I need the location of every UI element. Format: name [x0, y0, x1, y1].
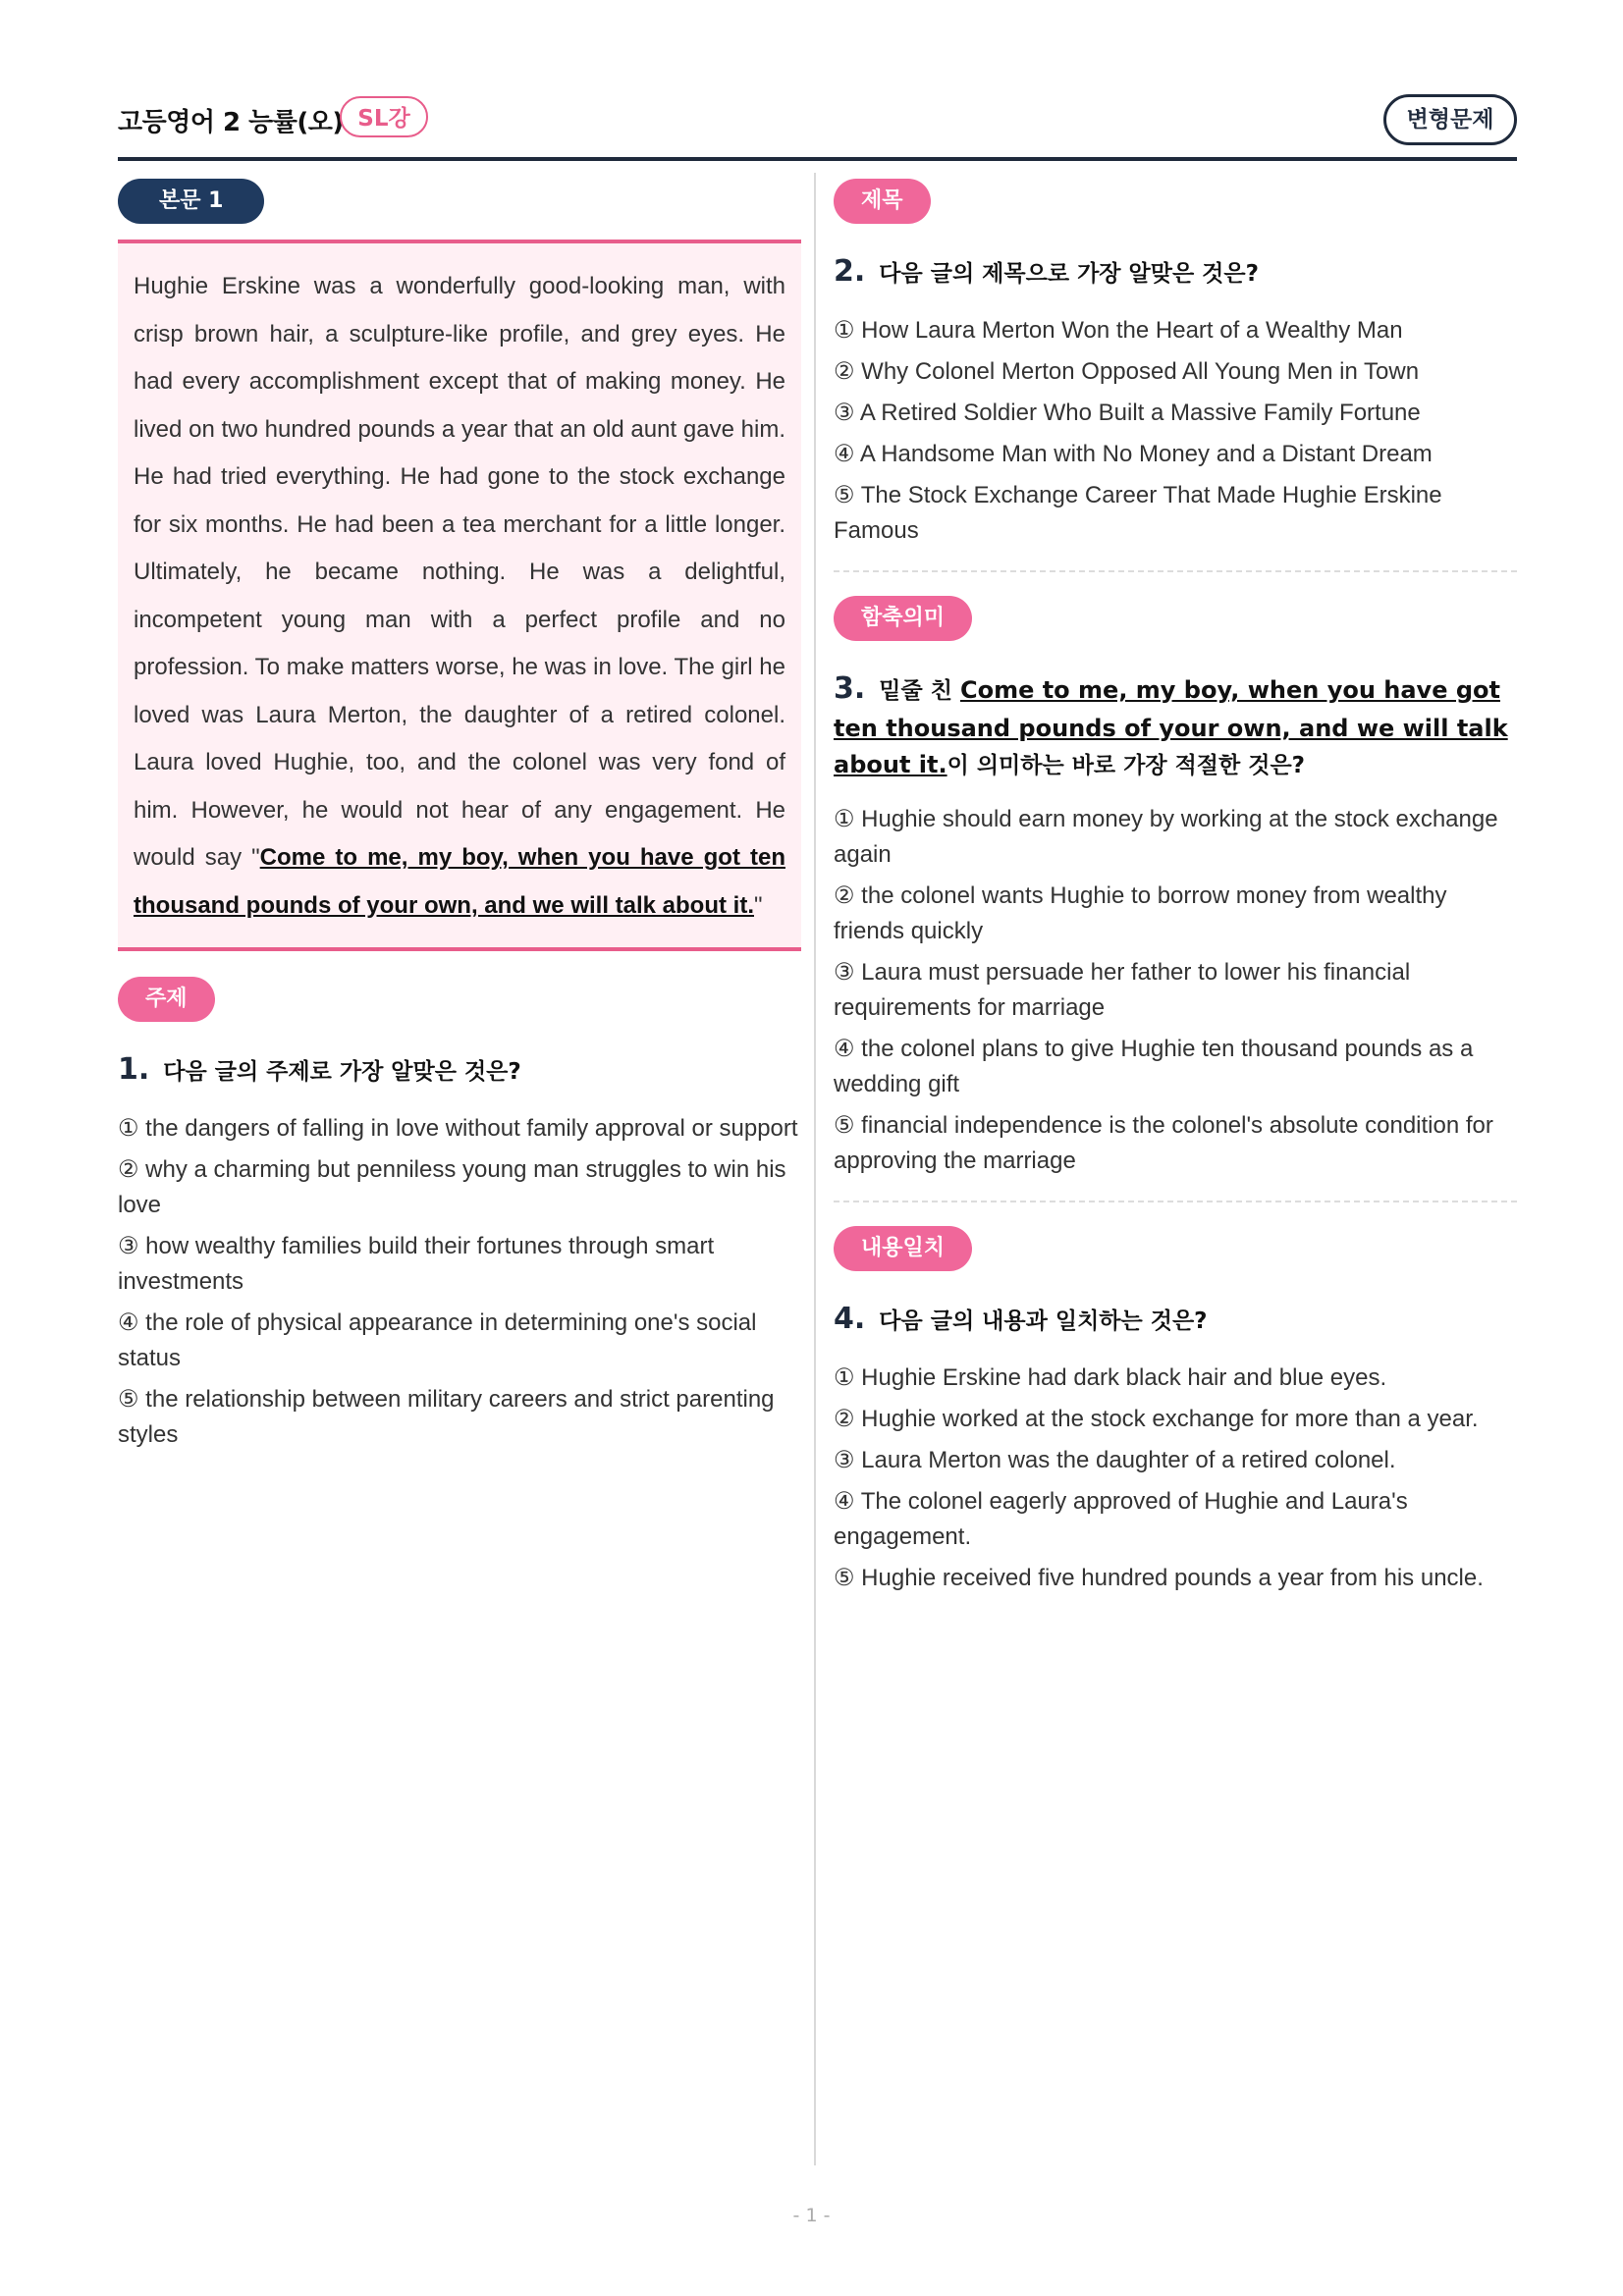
q1-tag: 주제 — [118, 977, 215, 1022]
lesson-badge: SL강 — [340, 96, 428, 137]
q1-option-5[interactable]: ⑤ the relationship between military careers and strict parenting styles — [118, 1386, 775, 1448]
q2-options — [834, 313, 1517, 549]
page-header — [118, 94, 1517, 161]
q2-tag: 제목 — [834, 179, 931, 224]
q2-number: 2. — [834, 254, 866, 289]
q1-option-1[interactable]: ① the dangers of falling in love without family approval or support — [118, 1115, 798, 1142]
q1-title — [118, 1047, 801, 1092]
q3-option-2[interactable]: ② the colonel wants Hughie to borrow money from wealthy friends quickly — [834, 882, 1447, 944]
left-column — [118, 179, 801, 1459]
q1-option-3[interactable]: ③ how wealthy families build their fortunes through smart investments — [118, 1233, 715, 1295]
q3-tag: 함축의미 — [834, 596, 972, 641]
page-number: - 1 - — [792, 2205, 831, 2226]
q1-option-2[interactable]: ② why a charming but penniless young man struggles to win his love — [118, 1156, 786, 1218]
right-column — [834, 179, 1517, 1602]
q4-number: 4. — [834, 1302, 866, 1336]
q3-prompt-pre: 밑줄 친 — [879, 678, 960, 704]
passage-text-end: " — [754, 891, 763, 919]
q2-option-1[interactable]: ① How Laura Merton Won the Heart of a Wealthy Man — [834, 317, 1403, 344]
q4-option-2[interactable]: ② Hughie worked at the stock exchange for more than a year. — [834, 1406, 1479, 1432]
q2-option-3[interactable]: ③ A Retired Soldier Who Built a Massive Family Fortune — [834, 400, 1421, 426]
q3-title — [834, 667, 1517, 782]
q4-option-1[interactable]: ① Hughie Erskine had dark black hair and blue eyes. — [834, 1364, 1387, 1391]
q3-option-5[interactable]: ⑤ financial independence is the colonel's absolute condition for approving the marriage — [834, 1112, 1493, 1174]
q1-prompt: 다음 글의 주제로 가장 알맞은 것은? — [163, 1059, 521, 1085]
passage-highlight: Come to me, my boy, when you have got ten thousand pounds of your own, and we will talk about it. — [134, 844, 785, 919]
q3-option-1[interactable]: ① Hughie should earn money by working at the stock exchange again — [834, 806, 1498, 868]
section-separator — [834, 1201, 1517, 1202]
section-separator — [834, 570, 1517, 572]
q2-prompt: 다음 글의 제목으로 가장 알맞은 것은? — [879, 261, 1259, 287]
q1-number: 1. — [118, 1052, 150, 1087]
q1-options — [118, 1111, 801, 1453]
q2-title — [834, 249, 1517, 294]
q3-options — [834, 802, 1517, 1179]
q4-option-5[interactable]: ⑤ Hughie received five hundred pounds a year from his uncle. — [834, 1565, 1484, 1591]
q4-options — [834, 1361, 1517, 1596]
column-divider — [814, 173, 816, 2165]
passage-label: 본문 1 — [118, 179, 264, 224]
q3-option-4[interactable]: ④ the colonel plans to give Hughie ten thousand pounds as a wedding gift — [834, 1036, 1474, 1097]
q4-tag: 내용일치 — [834, 1226, 972, 1271]
q2-option-5[interactable]: ⑤ The Stock Exchange Career That Made Hughie Erskine Famous — [834, 482, 1442, 544]
q2-option-4[interactable]: ④ A Handsome Man with No Money and a Distant Dream — [834, 441, 1433, 467]
passage-text: Hughie Erskine was a wonderfully good-looking man, with crisp brown hair, a sculpture-like profile, and grey eyes. He had every accomplishment except that of making money. He lived on two hundred pounds a year that an old aunt gave him. He had tried everything. He had gone to the stock exchange for six months. He had been a tea merchant for a little longer. Ultimately, he became nothing. He was a delightful, incompetent young man with a perfect profile and no profession. To make matters worse, he was in love. The girl he loved was Laura Merton, the daughter of a retired colonel. Laura loved Hughie, too, and the colonel was very fond of him. However, he would not hear of any engagement. He would say " — [134, 273, 785, 871]
q4-option-4[interactable]: ④ The colonel eagerly approved of Hughie and Laura's engagement. — [834, 1488, 1408, 1550]
question-type-badge: 변형문제 — [1383, 94, 1517, 145]
q3-prompt-post: 이 의미하는 바로 가장 적절한 것은? — [947, 752, 1306, 778]
book-title: 고등영어 2 능률(오) — [118, 108, 344, 137]
passage-box — [118, 240, 801, 951]
q4-prompt: 다음 글의 내용과 일치하는 것은? — [879, 1308, 1208, 1334]
q4-option-3[interactable]: ③ Laura Merton was the daughter of a retired colonel. — [834, 1447, 1396, 1473]
q3-option-3[interactable]: ③ Laura must persuade her father to lower his financial requirements for marriage — [834, 959, 1411, 1021]
q4-title — [834, 1297, 1517, 1341]
q3-number: 3. — [834, 671, 866, 706]
q1-option-4[interactable]: ④ the role of physical appearance in determining one's social status — [118, 1309, 757, 1371]
q3-prompt-underlined: Come to me, my boy, when you have got ten thousand pounds of your own, and we will talk about it. — [834, 676, 1508, 778]
q2-option-2[interactable]: ② Why Colonel Merton Opposed All Young Men in Town — [834, 358, 1420, 385]
